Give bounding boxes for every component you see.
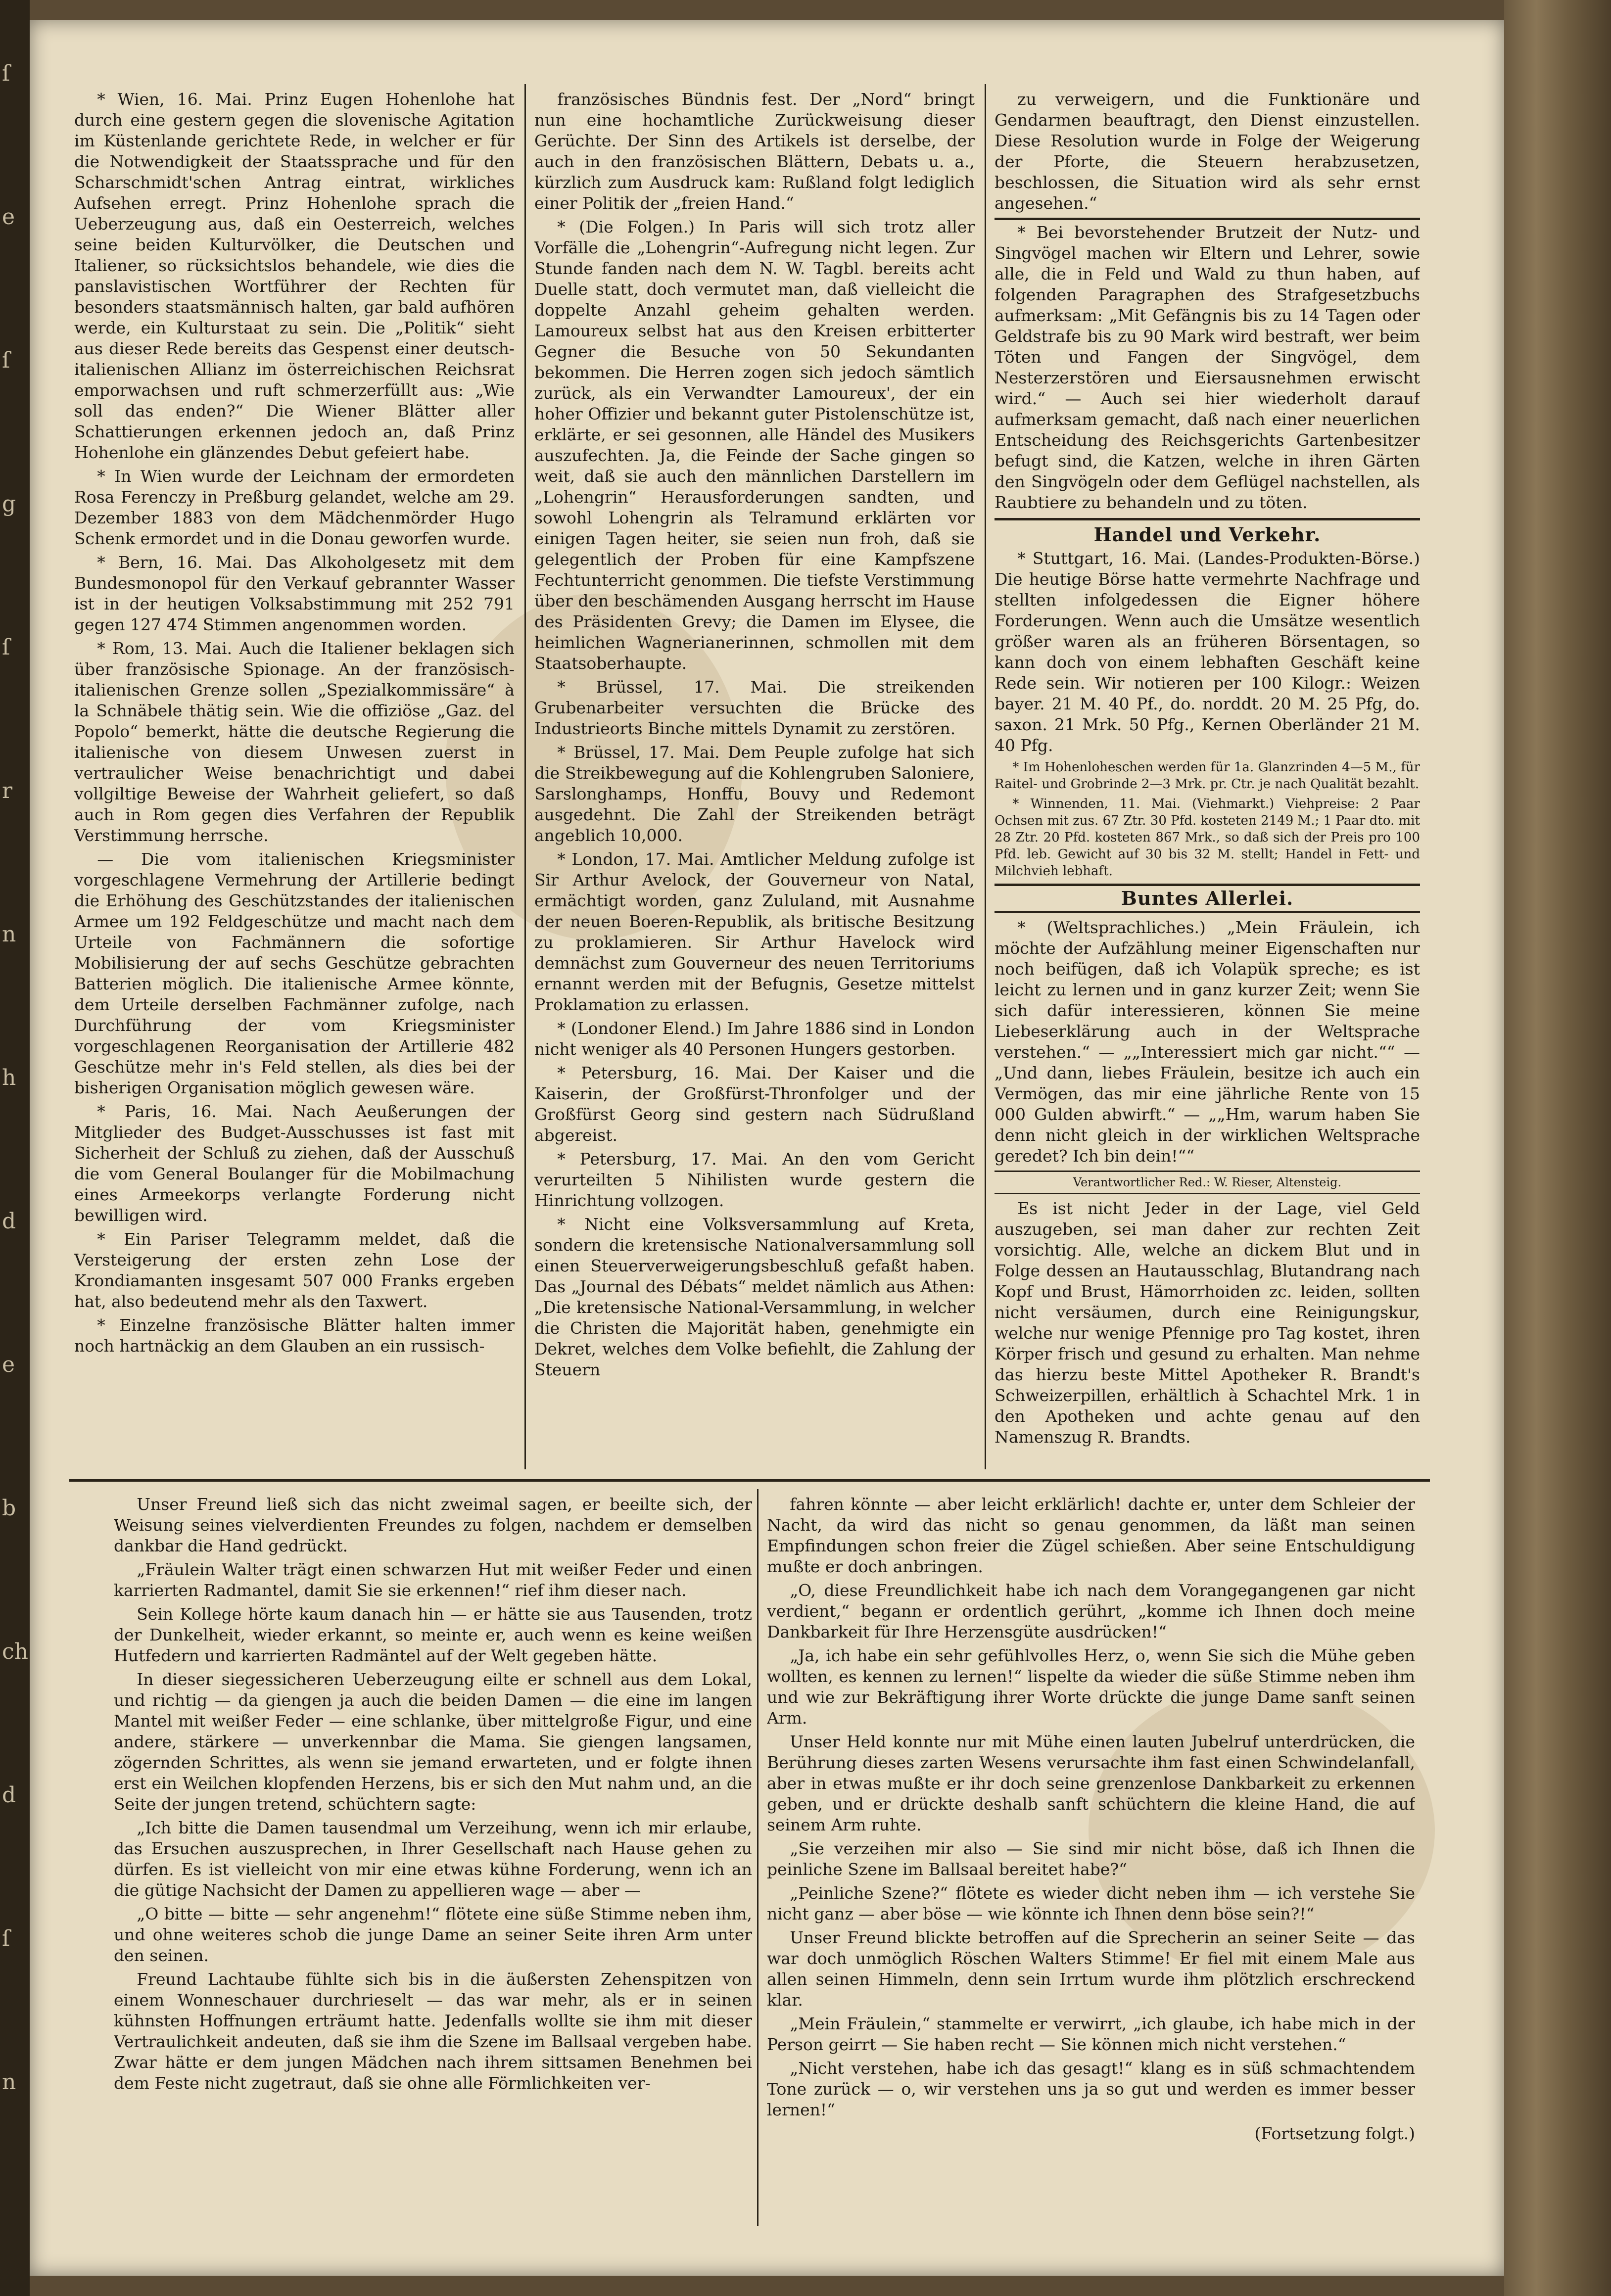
article: * Paris, 16. Mai. Nach Aeußerungen der Mitglieder des Budget-Ausschusses ist fast mit Sicherheit der Schluß zu ziehen, daß der Ausschuß die vom General Boulanger für die Mobilmachung eines Armeekorps verlangte Forderung nicht bewilligen wird. <box>74 1102 515 1225</box>
story-paragraph: „O, diese Freundlichkeit habe ich nach dem Vorangegangenen gar nicht verdient,“ begann er ordentlich gerührt, „komme ich Ihnen doch meine Dankbarkeit für Ihre Herzensgüte ausdrücken!“ <box>767 1581 1415 1641</box>
article: französisches Bündnis fest. Der „Nord“ bringt nun eine hochamtliche Zurückweisung dieser Gerüchte. Der Sinn des Artikels ist derselbe, der auch in den französischen Blättern, Debats u. a., kürzlich zum Ausdruck kam: Rußland folgt lediglich einer Politik der „freien Hand.“ <box>534 90 975 213</box>
market-note: * Winnenden, 11. Mai. (Viehmarkt.) Viehpreise: 2 Paar Ochsen mit zus. 67 Ztr. 30 Pfd. kosteten 2149 M.; 1 Paar dto. mit 28 Ztr. 20 Pfd. kosteten 867 Mrk., so daß sich der Preis pro 100 Pfd. leb. Gewicht auf 30 bis 32 M. stellt; Handel in Fett- und Milchvieh lebhaft. <box>995 797 1420 879</box>
column-rule <box>524 84 526 1469</box>
market-note: * Im Hohenloheschen werden für 1a. Glanzrinden 4—5 M., für Raitel- und Grobrinde 2—3 Mrk. pr. Ctr. je nach Qualität bezahlt. <box>995 760 1420 792</box>
article: * (Londoner Elend.) Im Jahre 1886 sind in London nicht weniger als 40 Personen Hungers gestorben. <box>534 1019 975 1059</box>
margin-letter: ſ <box>2 635 10 660</box>
story-paragraph: „Mein Fräulein,“ stammelte er verwirrt, „ich glaube, ich habe mich in der Person geirrt — Sie haben recht — Sie können mich nicht verstehen.“ <box>767 2014 1415 2054</box>
margin-letter: e <box>2 204 15 230</box>
article: * Stuttgart, 16. Mai. (Landes-Produkten-Börse.) Die heutige Börse hatte vermehrte Nachfrage und stellten infolgedessen die Eigner höhere Forderungen. Wenn auch die Umsätze wesentlich größer waren als an früheren Börsentagen, so kann doch von einem lebhaften Geschäft keine Rede sein. Wir notieren per 100 Kilogr.: Weizen bayer. 21 M. 40 Pf., do. norddt. 20 M. 25 Pfg, do. saxon. 21 Mrk. 50 Pfg., Kernen Oberländer 21 M. 40 Pfg. <box>995 549 1420 755</box>
section-heading-buntes: Buntes Allerlei. <box>995 884 1420 913</box>
notice-box <box>995 218 1420 520</box>
story-paragraph: In dieser siegessicheren Ueberzeugung eilte er schnell aus dem Lokal, und richtig — da giengen ja auch die beiden Damen — die eine im langen Mantel mit weißer Feder — eine schlanke, über mittelgroße Figur, und eine andere, stärkere — unverkennbar die Mama. Sie giengen langsamen, zögernden Schrittes, als wenn sie jemand erwarteten, und er folgte ihnen erst ein Weilchen klopfenden Herzens, bis er sich den Mut nahm und, an die Seite der jungen tretend, schüchtern sagte: <box>114 1670 752 1814</box>
advertisement: Es ist nicht Jeder in der Lage, viel Geld auszugeben, sei man daher zur rechten Zeit vorsichtig. Alle, welche an dickem Blut und in Folge dessen an Hautausschlag, Blutandrang nach Kopf und Brust, Hämorrhoiden zc. leiden, sollten nicht versäumen, durch eine Reinigungskur, welche nur wenige Pfennige pro Tag kostet, ihren Körper frisch und gesund zu erhalten. Man nehme das hierzu beste Mittel Apotheker R. Brandt's Schweizerpillen, erhältlich à Schachtel Mrk. 1 in den Apotheken und achte genau auf den Namenszug R. Brandts. <box>995 1199 1420 1447</box>
article: * Petersburg, 17. Mai. An den vom Gericht verurteilten 5 Nihilisten wurde gestern die Hinrichtung vollzogen. <box>534 1149 975 1210</box>
article: — Die vom italienischen Kriegsminister vorgeschlagene Vermehrung der Artillerie bedingt die Erhöhung des Geschützstandes der italienischen Armee um 192 Feldgeschütze und macht nach dem Urteile von Fachmännern die sofortige Mobilisierung der auf sechs Geschütze gebrachten Batterien möglich. Die italienische Armee könnte, dem Urteile derselben Fachmänner zufolge, nach Durchführung der vom Kriegsminister vorgeschlagenen Reorganisation der Artillerie 482 Geschütze mehr in's Feld stellen, als dies bei der bisherigen Organisation möglich gewesen wäre. <box>74 849 515 1097</box>
article: * Einzelne französische Blätter halten immer noch hartnäckig an dem Glauben an ein russisch- <box>74 1315 515 1356</box>
feuilleton-column-2 <box>767 1494 1415 2226</box>
story-paragraph: „O bitte — bitte — sehr angenehm!“ flötete eine süße Stimme neben ihm, und ohne weiteres schob die junge Dame an seiner Seite ihren Arm unter den seinen. <box>114 1904 752 1965</box>
margin-letter: g <box>2 491 16 516</box>
feuilleton-rule <box>69 1479 1430 1482</box>
continuation-note: (Fortsetzung folgt.) <box>1254 2124 1415 2143</box>
article: * Bern, 16. Mai. Das Alkoholgesetz mit dem Bundesmonopol für den Verkauf gebrannter Wasser ist in der heutigen Volksabstimmung mit 252 791 gegen 127 474 Stimmen angenommen worden. <box>74 553 515 634</box>
story-paragraph: Sein Kollege hörte kaum danach hin — er hätte sie aus Tausenden, trotz der Dunkelheit, wieder erkannt, so meinte er, auch wenn es keine weißen Hutfedern und karrierten Radmäntel auf der Welt gegeben hätte. <box>114 1604 752 1665</box>
story-paragraph: Unser Held konnte nur mit Mühe einen lauten Jubelruf unterdrücken, die Berührung dieses zarten Wesens verursachte ihm fast einen Schwindelanfall, aber in etwas mußte er ihr doch seine grenzenlose Dankbarkeit zu erkennen geben, und er drückte deshalb sanft schüchtern die kleine Hand, die auf seinem Arm ruhte. <box>767 1732 1415 1834</box>
margin-letter: d <box>2 1782 16 1808</box>
story-paragraph: Unser Freund ließ sich das nicht zweimal sagen, er beeilte sich, der Weisung seines vielverdienten Freundes zu folgen, nachdem er demselben dankbar die Hand gedrückt. <box>114 1495 752 1555</box>
margin-letter: ſ <box>2 61 10 86</box>
margin-letter: e <box>2 1352 15 1377</box>
article: * Brüssel, 17. Mai. Dem Peuple zufolge hat sich die Streikbewegung auf die Kohlengruben Saloniere, Sarslonghamps, Honffu, Bouvy und Redemont ausgedehnt. Die Zahl der Streikenden beträgt angeblich 10,000. <box>534 743 975 845</box>
article: * (Weltsprachliches.) „Mein Fräulein, ich möchte der Aufzählung meiner Eigenschaften nur noch beifügen, daß ich Volapük spreche; es ist leicht zu lernen und in ganz kurzer Zeit; wenn Sie sich dafür interessieren, können Sie meine Liebeserklärung auch in der Weltsprache verstehen.“ — „„Interessiert mich gar nicht.““ — „Und dann, liebes Fräulein, besitze ich auch ein Vermögen, das mir eine jährliche Rente von 15 000 Gulden abwirft.“ — „„Hm, warum haben Sie denn nicht gleich in der wirklichen Weltsprache geredet? Ich bin dein!““ <box>995 918 1420 1166</box>
article: * Ein Pariser Telegramm meldet, daß die Versteigerung der ersten zehn Lose der Krondiamanten insgesamt 507 000 Franks ergeben hat, also bedeutend mehr als den Taxwert. <box>74 1229 515 1311</box>
article: * In Wien wurde der Leichnam der ermordeten Rosa Ferenczy in Preßburg gelandet, welche am 29. Dezember 1883 von dem Mädchenmörder Hugo Schenk ermordet und in die Donau geworfen wurde. <box>74 467 515 548</box>
article: * Rom, 13. Mai. Auch die Italiener beklagen sich über französische Spionage. An der französisch-italienischen Grenze sollen „Spezialkommissäre“ à la Schnäbele thätig sein. Wie die offiziöse „Gaz. del Popolo“ bemerkt, hätte die deutsche Regierung die italienische von diesem Unwesen zuerst in vertraulicher Weise benachrichtigt und dabei vollgiltige Beweise der Wahrheit geliefert, so daß auch in Rom gegen dies Verfahren der Republik Verstimmung herrsche. <box>74 639 515 845</box>
margin-letter: d <box>2 1209 16 1234</box>
margin-letter: r <box>2 778 13 803</box>
story-paragraph: „Fräulein Walter trägt einen schwarzen Hut mit weißer Feder und einen karrierten Radmantel, damit Sie sie erkennen!“ rief ihm dieser nach. <box>114 1560 752 1600</box>
article: * Wien, 16. Mai. Prinz Eugen Hohenlohe hat durch eine gestern gegen die slovenische Agitation im Küstenlande gerichtete Rede, in welcher er für die Notwendigkeit der Staatssprache und für den Scharschmidt'schen Antrag eintrat, wirkliches Aufsehen erregt. Prinz Hohenlohe sprach die Ueberzeugung aus, daß ein Oesterreich, welches seine beiden Kulturvölker, die Deutschen und Italiener, so rücksichtslos behandele, wie dies die panslavistischen Wortführer der Rechten für besonders staatsmännisch halten, gar bald aufhören werde, ein Kulturstaat zu sein. Die „Politik“ sieht aus dieser Rede bereits das Gespenst einer deutsch-italienischen Allianz im österreichischen Reichsrat emporwachsen und ruft schmerzerfüllt aus: „Wie soll das enden?“ Die Wiener Blätter aller Schattierungen erkennen jedoch an, daß Prinz Hohenlohe ein glänzendes Debut gefeiert habe. <box>74 90 515 462</box>
story-paragraph: „Peinliche Szene?“ flötete es wieder dicht neben ihm — ich verstehe Sie nicht ganz — aber böse — wie könnte ich Ihnen denn böse sein?!“ <box>767 1883 1415 1923</box>
margin-letter: n <box>2 2069 16 2095</box>
margin-letter: n <box>2 922 16 947</box>
story-paragraph: fahren könnte — aber leicht erklärlich! dachte er, unter dem Schleier der Nacht, da wird das nicht so genau genommen, da läßt man seinen Empfindungen schon freier die Zügel schießen. Aber seine Entschuldigung mußte er doch anbringen. <box>767 1495 1415 1576</box>
section-heading-handel: Handel und Verkehr. <box>1093 523 1321 546</box>
story-paragraph: Unser Freund blickte betroffen auf die Sprecherin an seiner Seite — das war doch unmöglich Röschen Walters Stimme! Er fiel mit einem Male aus allen seinen Himmeln, denn sein Irrtum wurde ihm plötzlich erschreckend klar. <box>767 1928 1415 2010</box>
story-paragraph: Freund Lachtaube fühlte sich bis in die äußersten Zehenspitzen von einem Wonneschauer durchrieselt — das war mehr, als er in seinen kühnsten Hoffnungen erträumt hatte. Jedenfalls wollte sie ihm mit dieser Vertraulichkeit andeuten, daß sie ihm die Szene im Ballsaal vergeben habe. Zwar hätte er dem jungen Mädchen nach ihrem sittsamen Benehmen bei dem Feste nicht zugetraut, daß sie ohne alle Förmlichkeiten ver- <box>114 1969 752 2093</box>
article: * Bei bevorstehender Brutzeit der Nutz- und Singvögel machen wir Eltern und Lehrer, sowie alle, die in Feld und Wald zu thun haben, auf folgenden Paragraphen des Strafgesetzbuchs aufmerksam: „Mit Gefängnis bis zu 14 Tagen oder Geldstrafe bis zu 90 Mark wird bestraft, wer beim Töten und Fangen der Singvögel, dem Nesterzerstören und Eiersausnehmen erwischt wird.“ — Auch sei hier wiederholt darauf aufmerksam gemacht, daß nach einer neuerlichen Entscheidung des Reichsgerichts Gartenbesitzer befugt sind, die Katzen, welche in ihren Gärten den Singvögeln oder dem Geflügel nachstellen, als Raubtiere zu behandeln und zu töten. <box>995 223 1420 512</box>
story-paragraph: „Nicht verstehen, habe ich das gesagt!“ klang es in süß schmachtendem Tone zurück — o, wir verstehen uns ja so gut und werden es immer besser lernen!“ <box>767 2059 1415 2119</box>
margin-letter: ſ <box>2 348 10 373</box>
article: * (Die Folgen.) In Paris will sich trotz aller Vorfälle die „Lohengrin“-Aufregung nicht legen. Zur Stunde fanden nach dem N. W. Tagbl. bereits acht Duelle statt, doch vermutet man, daß vielleicht die doppelte Anzahl geheim gehalten werden. Lamoureux selbst hat aus den Kreisen erbitterter Gegner die Besuche von 50 Sekundanten bekommen. Die Herren zogen sich jedoch sämtlich zurück, als ein Verwandter Lamoureux', der ein hoher Offizier und bekannt guter Pistolenschütze ist, erklärte, er sei gesonnen, alle Händel des Musikers auszufechten. Ja, die Feinde der Sache gingen so weit, daß sie auch den männlichen Darstellern im „Lohengrin“ Herausforderungen sandten, und sowohl Lohengrin als Telramund erklärten vor einigen Tagen heiter, sie seien nun froh, daß sie gelegentlich der Proben für eine Kampfszene Fechtunterricht genommen. Die tiefste Verstimmung über den beschämenden Ausgang herrscht im Hause des Präsidenten Grevy; die Damen im Elysee, die heimlichen Wagnerianerinnen, schmollen mit dem Staatsoberhaupte. <box>534 217 975 673</box>
margin-letter: h <box>2 1065 16 1090</box>
story-paragraph: „Sie verzeihen mir also — Sie sind mir nicht böse, daß ich Ihnen die peinliche Szene im Ballsaal bereitet habe?“ <box>767 1839 1415 1879</box>
news-column-1 <box>74 89 515 1474</box>
column-rule <box>985 84 986 1469</box>
margin-letter: ch <box>2 1639 28 1664</box>
feuilleton-column-1 <box>114 1494 752 2226</box>
article: * Nicht eine Volksversammlung auf Kreta, sondern die kretensische Nationalversammlung soll einen Steuerverweigerungsbeschluß gefaßt haben. Das „Journal des Débats“ meldet nämlich aus Athen: „Die kretensische National-Versammlung, in welcher die Christen die Majorität haben, genehmigte ein Dekret, welches dem Volke befiehlt, die Zahlung der Steuern <box>534 1215 975 1379</box>
margin-letter: b <box>2 1496 16 1521</box>
book-edge <box>1504 0 1611 2296</box>
article: * Petersburg, 16. Mai. Der Kaiser und die Kaiserin, der Großfürst-Thronfolger und der Großfürst Georg sind gestern nach Südrußland abgereist. <box>534 1063 975 1145</box>
feuilleton-column-rule <box>757 1489 758 2226</box>
news-column-3 <box>995 89 1420 1474</box>
article: * London, 17. Mai. Amtlicher Meldung zufolge ist Sir Arthur Avelock, der Gouverneur von Natal, ermächtigt worden, ganz Zululand, mit Ausnahme der neuen Boeren-Republik, als britische Besitzung zu proklamieren. Sir Arthur Havelock wird demnächst zum Gouverneur des neuen Territoriums ernannt werden mit der Befugnis, Gesetze mittelst Proklamation zu erlassen. <box>534 849 975 1014</box>
margin-letter: ſ <box>2 1926 10 1951</box>
adjacent-page-margin <box>2 59 28 2211</box>
article: zu verweigern, und die Funktionäre und Gendarmen beauftragt, den Dienst einzustellen. Diese Resolution wurde in Folge der Weigerung der Pforte, die Steuern herabzusetzen, beschlossen, die Situation wird als sehr ernst angesehen.“ <box>995 90 1420 213</box>
story-paragraph: „Ja, ich habe ein sehr gefühlvolles Herz, o, wenn Sie sich die Mühe geben wollten, es kennen zu lernen!“ lispelte da wieder die süße Stimme neben ihm und wie zur Bekräftigung ihrer Worte drückte die junge Dame sanft seinen Arm. <box>767 1646 1415 1728</box>
news-column-2 <box>534 89 975 1474</box>
article: * Brüssel, 17. Mai. Die streikenden Grubenarbeiter versuchten die Brücke des Industriеorts Binche mittels Dynamit zu zerstören. <box>534 677 975 738</box>
story-paragraph: „Ich bitte die Damen tausendmal um Verzeihung, wenn ich mir erlaube, das Ersuchen auszusprechen, in Ihrer Gesellschaft nach Hause gehen zu dürfen. Es ist vielleicht von mir eine etwas kühne Forderung, wenn ich an die gütige Nachsicht der Damen zu appellieren wage — aber — <box>114 1818 752 1900</box>
editor-imprint: Verantwortlicher Red.: W. Rieser, Altensteig. <box>995 1171 1420 1194</box>
